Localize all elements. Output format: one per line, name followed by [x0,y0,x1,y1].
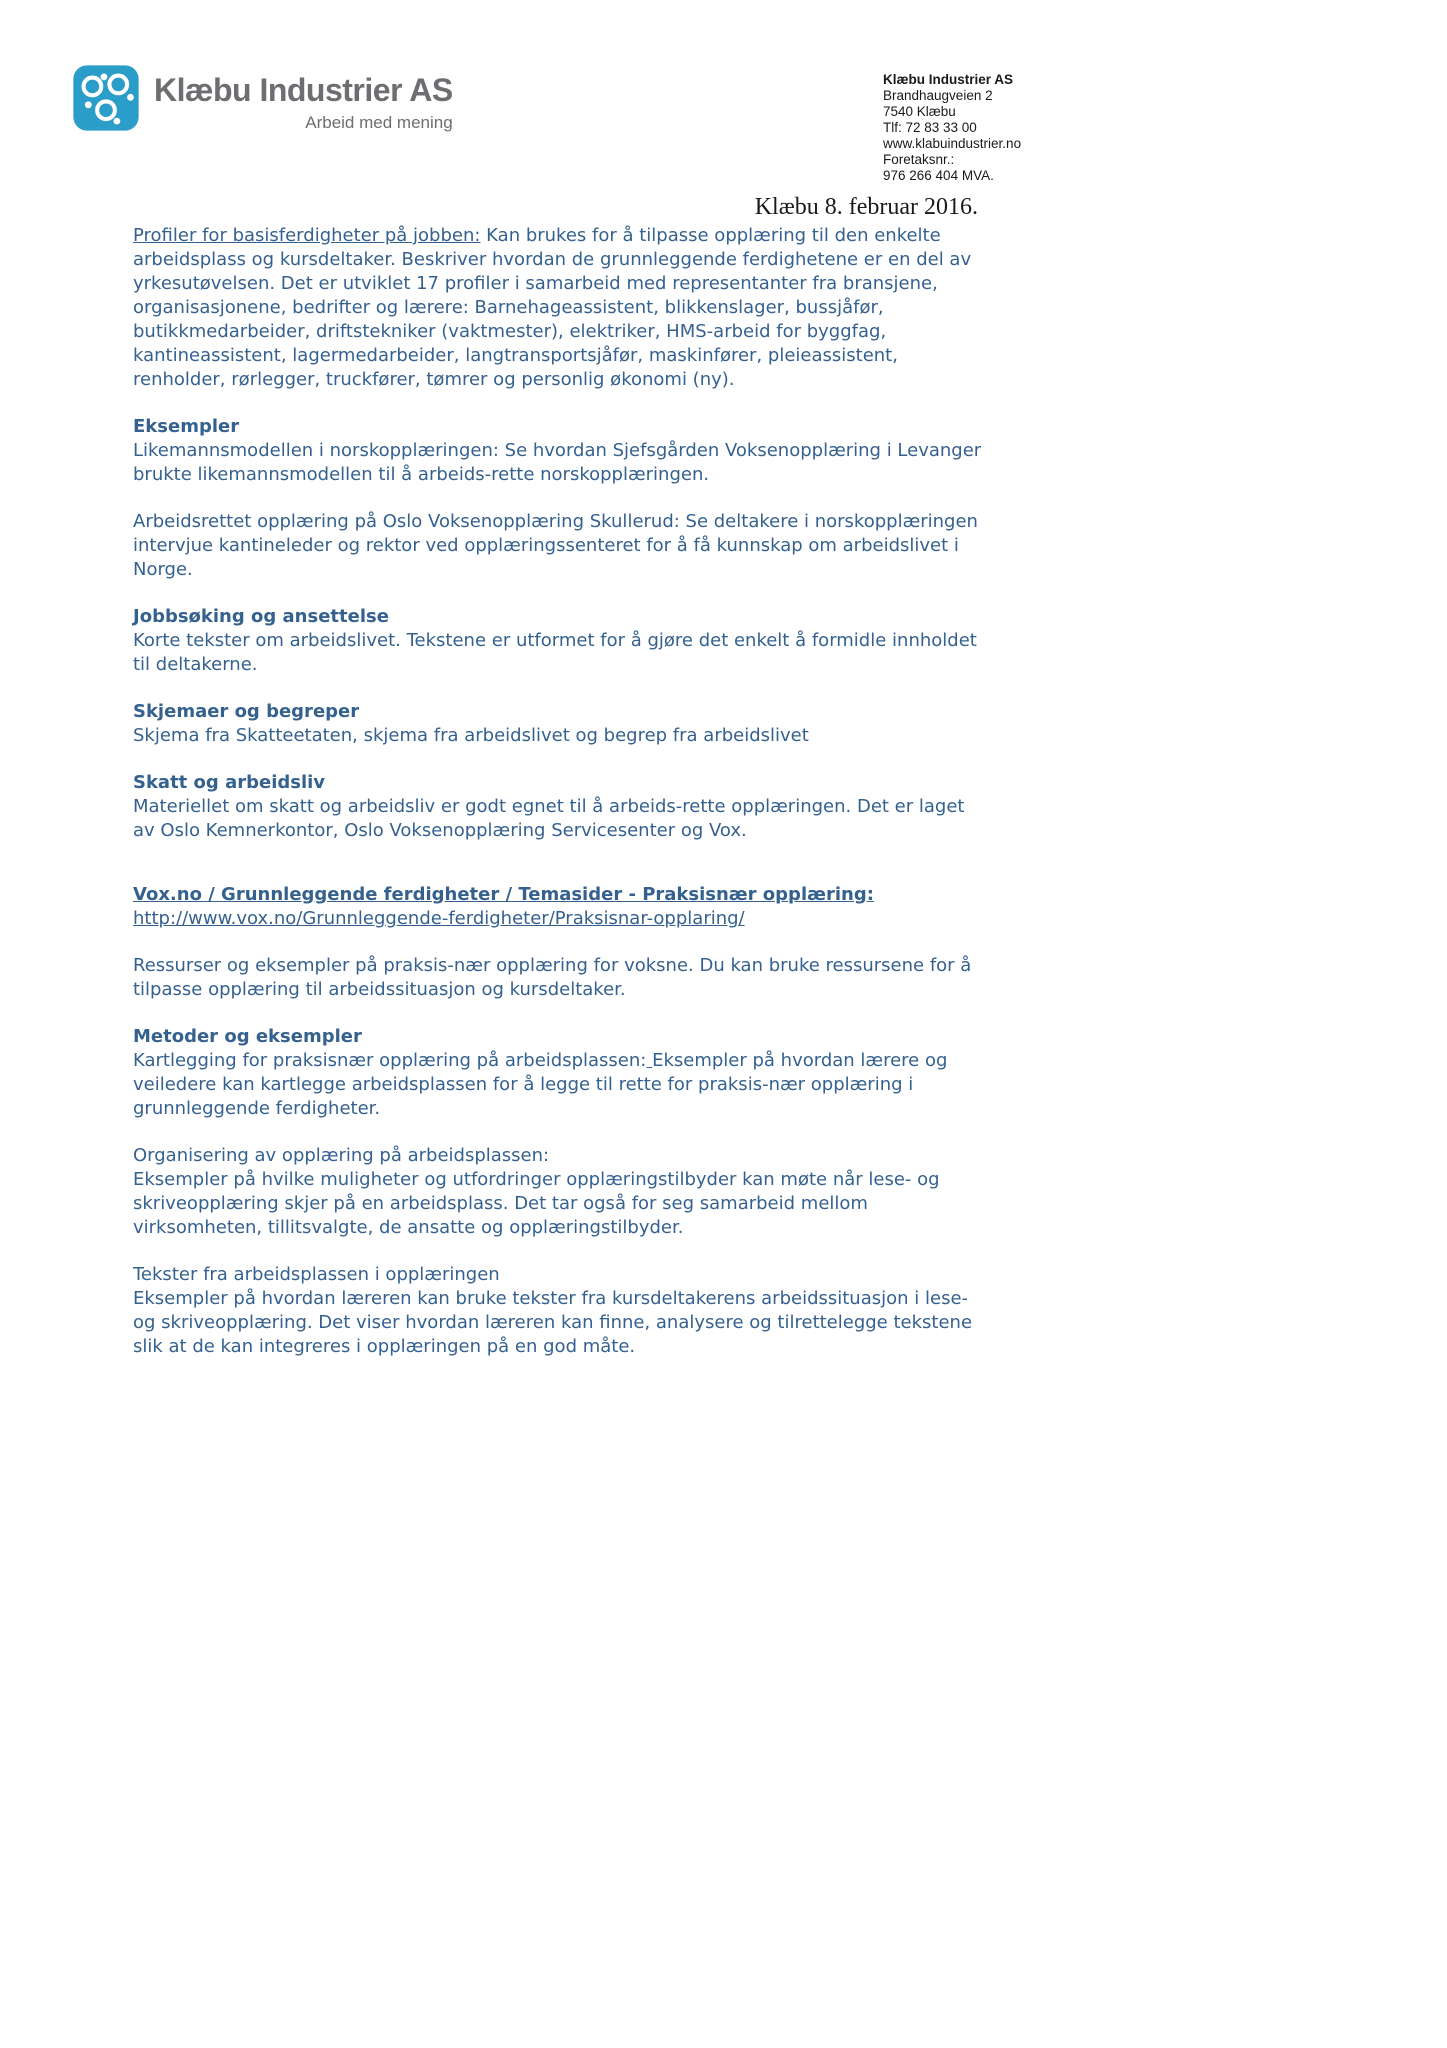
paragraph-skjemaer: Skjema fra Skatteetaten, skjema fra arbeidslivet og begrep fra arbeidslivet [133,725,809,746]
heading-skjemaer: Skjemaer og begreper [133,701,360,722]
intro-rest: Kan brukes for å tilpasse opplæring til den enkelte arbeidsplass og kursdeltaker. Beskriver hvordan de grunnleggende ferdighetene er en del av yrkesutøvelsen. Det er utviklet 17 profiler i samarbeid med representanter fra bransjene, organisasjonene, bedrifter og lærere: Barnehageassistent, blikkenslager, bussjåfør, butikkmedarbeider, driftstekniker (vaktmester), elektriker, HMS-arbeid for byggfag, kantineassistent, lagermedarbeider, langtransportsjåfør, maskinfører, pleieassistent, renholder, rørlegger, truckfører, tømrer og personlig økonomi (ny). [133,225,972,390]
date-line: Klæbu 8. februar 2016. [754,194,978,220]
vox-url-link[interactable]: http://www.vox.no/Grunnleggende-ferdigheter/Praksisnar-opplaring/ [133,908,745,929]
company-logo [72,62,453,134]
paragraph-organisering [133,1144,983,1240]
heading-eksempler: Eksempler [133,416,240,437]
company-orgnr-value: 976 266 404 MVA. [883,168,994,183]
paragraph-arbeidsrettet: Arbeidsrettet opplæring på Oslo Voksenopplæring Skullerud: Se deltakere i norskopplæringen intervjue kantineleder og rektor ved opplæringssenteret for å få kunnskap om arbeidslivet i Norge. [133,511,978,580]
organisering-rest: Eksempler på hvilke muligheter og utfordringer opplæringstilbyder kan møte når lese- og skriveopplæring skjer på en arbeidsplass. Det tar også for seg samarbeid mellom virksomheten, tillitsvalgte, de ansatte og opplæringstilbyder. [133,1169,940,1238]
logo-icon [72,62,140,134]
paragraph-tekster [133,1263,983,1359]
kartlegging-lead: Kartlegging for praksisnær opplæring på arbeidsplassen: [133,1050,647,1071]
organisering-lead: Organisering av opplæring på arbeidsplassen: [133,1145,550,1166]
company-address-street: Brandhaugveien 2 [883,88,993,103]
intro-paragraph [133,224,983,392]
logo-title: Klæbu Industrier AS [154,72,453,108]
kartlegging-rest: Eksempler på hvordan lærere og veiledere kan kartlegge arbeidsplassen for å legge til rette for praksis-nær opplæring i grunnleggende ferdigheter. [133,1050,948,1119]
paragraph-likemannsmodellen: Likemannsmodellen i norskopplæringen: Se hvordan Sjefsgården Voksenopplæring i Levanger brukte likemannsmodellen til å arbeids-rette norskopplæringen. [133,440,982,485]
company-info-block [883,72,1021,184]
company-website: www.klabuindustrier.no [883,136,1022,151]
heading-jobbsoking: Jobbsøking og ansettelse [133,606,389,627]
company-name: Klæbu Industrier AS [883,72,1014,87]
heading-skatt: Skatt og arbeidsliv [133,772,326,793]
document-body [133,224,983,1382]
paragraph-kartlegging [133,1049,983,1121]
tekster-rest: Eksempler på hvordan læreren kan bruke tekster fra kursdeltakerens arbeidssituasjon i lese- og skriveopplæring. Det viser hvordan læreren kan finne, analysere og tilrettelegge tekstene slik at de kan integreres i opplæringen på en god måte. [133,1288,973,1357]
paragraph-ressurser: Ressurser og eksempler på praksis-nær opplæring for voksne. Du kan bruke ressursene for å tilpasse opplæring til arbeidssituasjon og kursdeltaker. [133,955,972,1000]
company-orgnr-label: Foretaksnr.: [883,152,955,167]
heading-vox: Vox.no / Grunnleggende ferdigheter / Temasider - Praksisnær opplæring: [133,884,874,905]
paragraph-jobbsoking: Korte tekster om arbeidslivet. Tekstene er utformet for å gjøre det enkelt å formidle innholdet til deltakerne. [133,630,977,675]
company-phone: Tlf: 72 83 33 00 [883,120,977,135]
logo-tagline: Arbeid med mening [305,113,453,132]
paragraph-vox-link [133,907,983,931]
company-address-city: 7540 Klæbu [883,104,956,119]
tekster-lead: Tekster fra arbeidsplassen i opplæringen [133,1264,500,1285]
intro-lead: Profiler for basisferdigheter på jobben: [133,225,481,246]
paragraph-skatt: Materiellet om skatt og arbeidsliv er godt egnet til å arbeids-rette opplæringen. Det er laget av Oslo Kemnerkontor, Oslo Voksenopplæring Servicesenter og Vox. [133,796,965,841]
heading-metoder: Metoder og eksempler [133,1026,362,1047]
